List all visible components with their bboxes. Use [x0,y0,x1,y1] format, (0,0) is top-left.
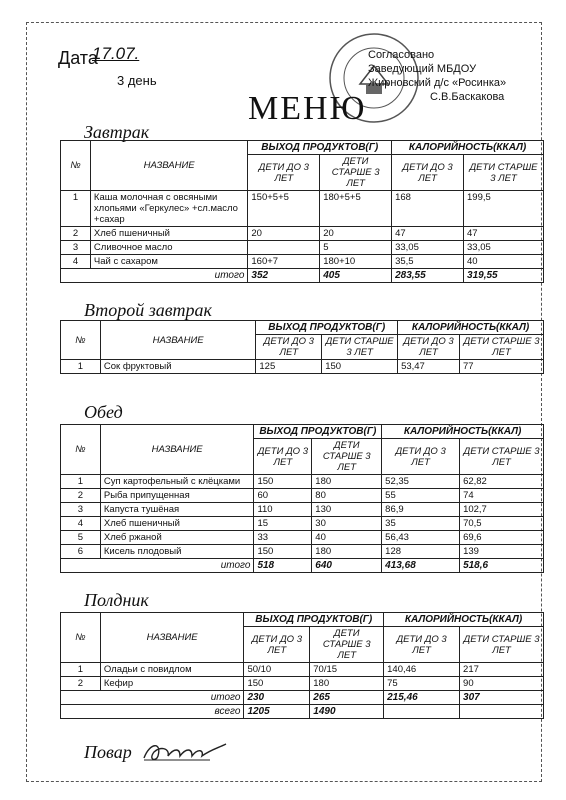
row-num: 1 [61,191,91,227]
dish-name: Суп картофельный с клёцками [100,475,254,489]
output-older3: 30 [312,517,382,531]
output-kids3: 20 [248,227,320,241]
breakfast-table [60,140,544,283]
output-kids3: 50/10 [244,663,310,677]
output-kids3: 150 [254,545,312,559]
total-output-kids3: 518 [254,559,312,573]
output-kids3 [248,241,320,255]
table-row [61,517,544,531]
output-older3: 20 [320,227,392,241]
cal-kids3: 35,5 [392,255,464,269]
col-output-kids3: ДЕТИ ДО 3 ЛЕТ [254,439,312,475]
cal-kids3: 52,35 [382,475,460,489]
cal-kids3: 56,43 [382,531,460,545]
output-kids3: 33 [254,531,312,545]
row-num: 1 [61,475,101,489]
col-num: № [61,613,101,663]
cal-kids3: 55 [382,489,460,503]
output-older3: 180+10 [320,255,392,269]
section-title-second-breakfast: Второй завтрак [84,300,212,320]
output-older3: 40 [312,531,382,545]
table-row [61,677,544,691]
cook-label: Повар [84,742,132,762]
dish-name: Сливочное масло [90,241,247,255]
cal-older3: 74 [460,489,544,503]
table-row [61,531,544,545]
row-num: 2 [61,677,101,691]
cal-older3: 77 [460,360,544,374]
output-kids3: 160+7 [248,255,320,269]
dish-name: Капуста тушёная [100,503,254,517]
table-row [61,360,544,374]
table-row [61,489,544,503]
col-cal-kids3: ДЕТИ ДО 3 ЛЕТ [382,439,460,475]
cal-older3: 62,82 [460,475,544,489]
cal-kids3: 33,05 [392,241,464,255]
col-output: ВЫХОД ПРОДУКТОВ(Г) [256,321,398,335]
output-older3: 130 [312,503,382,517]
section-title-breakfast: Завтрак [84,122,150,142]
empty-cell [460,705,544,719]
col-output-kids3: ДЕТИ ДО 3 ЛЕТ [248,155,320,191]
row-num: 4 [61,255,91,269]
output-kids3: 15 [254,517,312,531]
grand-total-label: всего [61,705,244,719]
col-output-older3: ДЕТИ СТАРШЕ 3 ЛЕТ [322,335,398,360]
row-num: 2 [61,227,91,241]
col-name: НАЗВАНИЕ [100,425,254,475]
page-title: МЕНЮ [248,90,367,127]
approval-line-2: Заведующий МБДОУ [368,63,477,75]
table-row [61,545,544,559]
dish-name: Каша молочная с овсяными хлопьями «Геркулес» +сл.масло +сахар [90,191,247,227]
col-cal-older3: ДЕТИ СТАРШЕ 3 ЛЕТ [460,627,544,663]
col-num: № [61,425,101,475]
cal-kids3: 35 [382,517,460,531]
cal-older3: 139 [460,545,544,559]
row-num: 2 [61,489,101,503]
col-cal-older3: ДЕТИ СТАРШЕ 3 ЛЕТ [460,335,544,360]
output-kids3: 110 [254,503,312,517]
total-cal-kids3: 413,68 [382,559,460,573]
cal-kids3: 53,47 [398,360,460,374]
col-calories: КАЛОРИЙНОСТЬ(ККАЛ) [384,613,544,627]
approval-line-3: Жирновский д/с «Росинка» [368,77,507,89]
col-output: ВЫХОД ПРОДУКТОВ(Г) [244,613,384,627]
row-num: 1 [61,360,101,374]
dish-name: Хлеб пшеничный [90,227,247,241]
col-cal-kids3: ДЕТИ ДО 3 ЛЕТ [398,335,460,360]
row-num: 1 [61,663,101,677]
col-num: № [61,141,91,191]
cal-older3: 199,5 [464,191,544,227]
snack-table [60,612,544,719]
second-breakfast-table [60,320,544,374]
col-calories: КАЛОРИЙНОСТЬ(ККАЛ) [398,321,544,335]
total-cal-kids3: 215,46 [384,691,460,705]
total-output-older3: 265 [310,691,384,705]
dish-name: Сок фруктовый [100,360,256,374]
section-title-lunch: Обед [84,402,123,422]
cal-older3: 40 [464,255,544,269]
approval-line-4: С.В.Баскакова [430,91,505,103]
table-row [61,475,544,489]
dish-name: Хлеб ржаной [100,531,254,545]
col-output-older3: ДЕТИ СТАРШЕ 3 ЛЕТ [312,439,382,475]
section-title-snack: Полдник [84,590,149,610]
date-value: 17.07. [92,44,140,63]
col-output: ВЫХОД ПРОДУКТОВ(Г) [248,141,392,155]
col-cal-older3: ДЕТИ СТАРШЕ 3 ЛЕТ [460,439,544,475]
total-row [61,691,544,705]
col-cal-kids3: ДЕТИ ДО 3 ЛЕТ [384,627,460,663]
output-kids3: 60 [254,489,312,503]
total-output-kids3: 352 [248,269,320,283]
total-output-kids3: 230 [244,691,310,705]
cal-older3: 102,7 [460,503,544,517]
total-label: итого [61,691,244,705]
row-num: 4 [61,517,101,531]
col-output: ВЫХОД ПРОДУКТОВ(Г) [254,425,382,439]
output-older3: 180 [310,677,384,691]
total-cal-older3: 319,55 [464,269,544,283]
total-cal-older3: 518,6 [460,559,544,573]
output-older3: 70/15 [310,663,384,677]
row-num: 5 [61,531,101,545]
output-older3: 80 [312,489,382,503]
total-label: итого [61,559,254,573]
output-older3: 180+5+5 [320,191,392,227]
cal-older3: 90 [460,677,544,691]
grand-output-older3: 1490 [310,705,384,719]
total-output-older3: 405 [320,269,392,283]
cal-older3: 69,6 [460,531,544,545]
cal-kids3: 75 [384,677,460,691]
table-row [61,191,544,227]
table-row [61,227,544,241]
total-cal-older3: 307 [460,691,544,705]
table-row [61,241,544,255]
output-kids3: 125 [256,360,322,374]
col-cal-kids3: ДЕТИ ДО 3 ЛЕТ [392,155,464,191]
grand-total-row [61,705,544,719]
output-kids3: 150+5+5 [248,191,320,227]
col-num: № [61,321,101,360]
cook-signature [140,738,230,766]
output-older3: 180 [312,545,382,559]
cal-older3: 33,05 [464,241,544,255]
approval-line-1: Согласовано [368,49,435,61]
day-label: 3 день [117,73,157,88]
output-older3: 5 [320,241,392,255]
table-row [61,255,544,269]
dish-name: Рыба припущенная [100,489,254,503]
output-kids3: 150 [254,475,312,489]
total-cal-kids3: 283,55 [392,269,464,283]
dish-name: Чай с сахаром [90,255,247,269]
empty-cell [384,705,460,719]
cal-older3: 47 [464,227,544,241]
total-row [61,269,544,283]
cal-kids3: 140,46 [384,663,460,677]
cal-older3: 70,5 [460,517,544,531]
dish-name: Оладьи с повидлом [100,663,244,677]
total-row [61,559,544,573]
row-num: 3 [61,241,91,255]
dish-name: Кефир [100,677,244,691]
row-num: 6 [61,545,101,559]
cal-kids3: 86,9 [382,503,460,517]
output-older3: 180 [312,475,382,489]
cal-older3: 217 [460,663,544,677]
output-kids3: 150 [244,677,310,691]
col-output-kids3: ДЕТИ ДО 3 ЛЕТ [256,335,322,360]
table-row [61,663,544,677]
approval-block [368,48,506,104]
cal-kids3: 128 [382,545,460,559]
col-cal-older3: ДЕТИ СТАРШЕ 3 ЛЕТ [464,155,544,191]
output-older3: 150 [322,360,398,374]
col-name: НАЗВАНИЕ [90,141,247,191]
lunch-table [60,424,544,573]
total-label: итого [61,269,248,283]
col-output-kids3: ДЕТИ ДО 3 ЛЕТ [244,627,310,663]
total-output-older3: 640 [312,559,382,573]
col-name: НАЗВАНИЕ [100,613,244,663]
dish-name: Кисель плодовый [100,545,254,559]
col-output-older3: ДЕТИ СТАРШЕ 3 ЛЕТ [310,627,384,663]
table-row [61,503,544,517]
date-label: Дата [58,48,98,68]
col-calories: КАЛОРИЙНОСТЬ(ККАЛ) [392,141,544,155]
cal-kids3: 168 [392,191,464,227]
grand-output-kids3: 1205 [244,705,310,719]
col-output-older3: ДЕТИ СТАРШЕ 3 ЛЕТ [320,155,392,191]
row-num: 3 [61,503,101,517]
col-name: НАЗВАНИЕ [100,321,256,360]
dish-name: Хлеб пшеничный [100,517,254,531]
cal-kids3: 47 [392,227,464,241]
col-calories: КАЛОРИЙНОСТЬ(ККАЛ) [382,425,544,439]
